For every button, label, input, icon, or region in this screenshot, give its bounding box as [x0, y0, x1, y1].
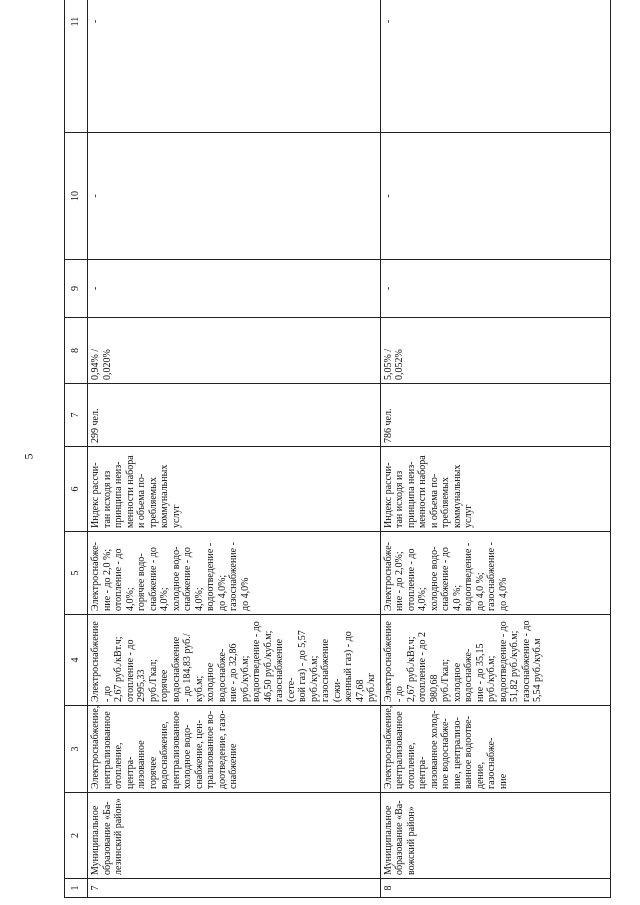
- col-header-11: 11: [65, 0, 88, 133]
- tariffs-cell: Электроснабжение - до 2,67 руб./кВт.ч; отопление - до 2995,33 руб./Гкал; горячее водоснабжение - до 184,83 руб./куб.м; холодное водоснабже- ние - до 32,86 руб./куб.м; водоотведение - до 46,50 руб./куб.м; газоснабжение (сете- вой газ) - до 5,57 руб./куб.м; газоснабжение (сжи- женный газ) - до 47,68 руб./кг: [88, 615, 381, 706]
- services-cell: Электроснабжение, централизованное отопление, центра- лизованное горячее водоснабжение, централизованное холодное водо- снабжение, цен- трализованное во- доотведение, газо- снабжение: [88, 706, 381, 793]
- col9-cell: -: [88, 260, 381, 318]
- population-cell: 299 чел.: [88, 384, 381, 447]
- col-header-6: 6: [65, 447, 88, 532]
- table-row: [380, 0, 611, 898]
- share-cell: 5,05% / 0,052%: [380, 318, 611, 384]
- col-header-2: 2: [65, 793, 88, 879]
- municipality-cell: Муниципальное образование «Ва- вожский район»: [380, 793, 611, 879]
- col10-cell: -: [88, 133, 381, 260]
- col-header-7: 7: [65, 384, 88, 447]
- col-header-10: 10: [65, 133, 88, 260]
- col10-cell: -: [380, 133, 611, 260]
- table-row: [88, 0, 381, 898]
- basis-cell: Индекс рассчи- тан исходя из принципа неиз- менности набора и объема по- требляемых коммунальных услуг: [380, 447, 611, 532]
- col9-cell: -: [380, 260, 611, 318]
- page-number: 5: [21, 453, 36, 460]
- services-cell: Электроснабжение, централизованное отопление, центра- лизованное холод- ное водоснабже- ние, централизо- ванное водоотве- дение, газоснабже- ние: [380, 706, 611, 793]
- tariffs-cell: Электроснабжение - до 2,67 руб./кВт.ч; отопление - до 2 980,68 руб./Гкал; холодное водоснабже- ние - до 35,15 руб./куб.м; водоотведение - до 51,82 руб./куб.м; газоснабжение - до 5,54 руб./куб.м: [380, 615, 611, 706]
- header-row: [65, 0, 88, 898]
- basis-cell: Индекс рассчи- тан исходя из принципа неиз- менности набора и объема по- требляемых коммунальных услуг: [88, 447, 381, 532]
- col11-cell: -: [88, 0, 381, 133]
- growth-cell: Электроснабже- ние - до 2,0%; отопление - до 4,0%; холодное водо- снабжение - до 4,0 %; водоотведение - до 4,0 %; газоснабжение - до 4,0%: [380, 532, 611, 615]
- row-number: 8: [380, 879, 611, 898]
- col-header-3: 3: [65, 706, 88, 793]
- row-number: 7: [88, 879, 381, 898]
- municipality-cell: Муниципальное образование «Ба- лезинский район»: [88, 793, 381, 879]
- col-header-5: 5: [65, 532, 88, 615]
- col-header-1: 1: [65, 879, 88, 898]
- share-cell: 0,94% / 0,020%: [88, 318, 381, 384]
- growth-cell: Электроснабже- ние - до 2,0 %; отопление - до 4,0%; горячее водо- снабжение - до 4,0%; холодное водо- снабжение - до 4,0%; водоотведение - до 4,0%; газоснабжение - до 4,0%: [88, 532, 381, 615]
- col11-cell: -: [380, 0, 611, 133]
- col-header-9: 9: [65, 260, 88, 318]
- col-header-8: 8: [65, 318, 88, 384]
- col-header-4: 4: [65, 615, 88, 706]
- tariff-table: [64, 0, 611, 898]
- population-cell: 786 чел.: [380, 384, 611, 447]
